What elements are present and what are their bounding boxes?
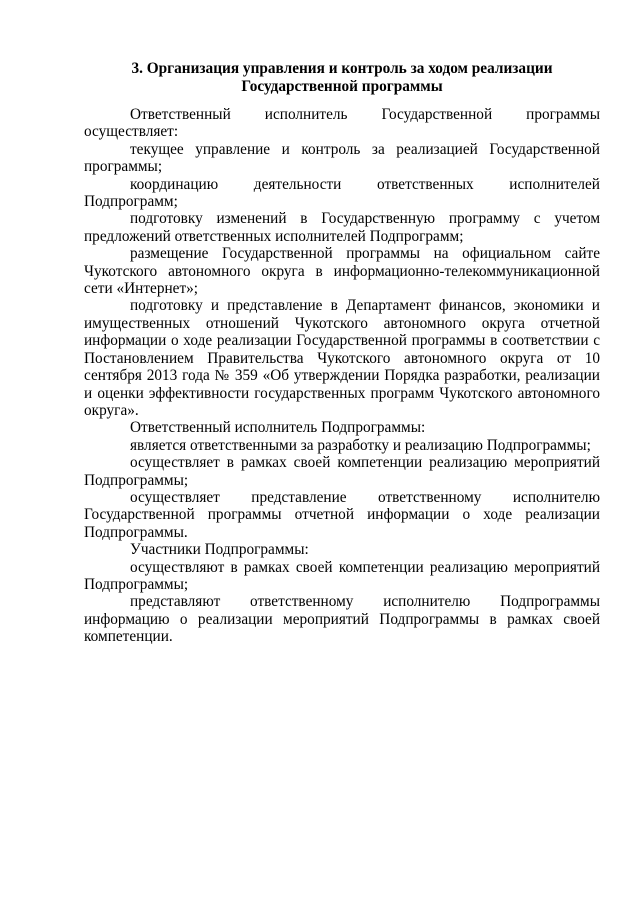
section-heading [84,60,600,95]
paragraph-subprogram-implementation: осуществляет в рамках своей компетенции реализацию мероприятий Подпрограммы; [84,454,600,489]
paragraph-participants-intro: Участники Подпрограммы: [130,541,309,559]
paragraph-publication: размещение Государственной программы на официальном сайте Чукотского автономного округа в информационно-телекоммуникационной сети «Интернет»; [84,245,600,298]
paragraph-responsible-executor-intro: Ответственный исполнитель Государственной программы осуществляет: [84,106,600,141]
paragraph-subprogram-responsibility: является ответственными за разработку и реализацию Подпрограммы; [130,436,591,454]
paragraph-coordination: координацию деятельности ответственных исполнителей Подпрограмм; [84,175,600,211]
document-body [84,106,600,646]
section-heading-line-1: 3. Организация управления и контроль за ходом реализации [131,60,553,77]
paragraph-participants-information: представляют ответственному исполнителю Подпрограммы информацию о реализации мероприятий Подпрограммы в рамках своей компетенции. [84,593,600,646]
paragraph-preparing-changes: подготовку изменений в Государственную программу с учетом предложений ответственных исполнителей Подпрограмм; [84,210,600,245]
paragraph-reporting: подготовку и представление в Департамент финансов, экономики и имущественных отношений Чукотского автономного округа отчетной информации о ходе реализации Государственной программы в соответствии с Постановлением Правительства Чукотского автономного округа от 10 сентября 2013 года № 359 «Об утверждении Порядка разработки, реализации и оценки эффективности государственных программ Чукотского автономного округа». [84,297,600,419]
paragraph-participants-implementation: осуществляют в рамках своей компетенции реализацию мероприятий Подпрограммы; [84,558,600,593]
section-heading-line-2: Государственной программы [241,77,443,95]
paragraph-subprogram-executor-intro: Ответственный исполнитель Подпрограммы: [130,419,426,437]
paragraph-subprogram-reporting: осуществляет представление ответственному исполнителю Государственной программы отчетной информации о ходе реализации Подпрограммы. [84,488,600,541]
paragraph-current-management: текущее управление и контроль за реализацией Государственной программы; [84,140,600,176]
